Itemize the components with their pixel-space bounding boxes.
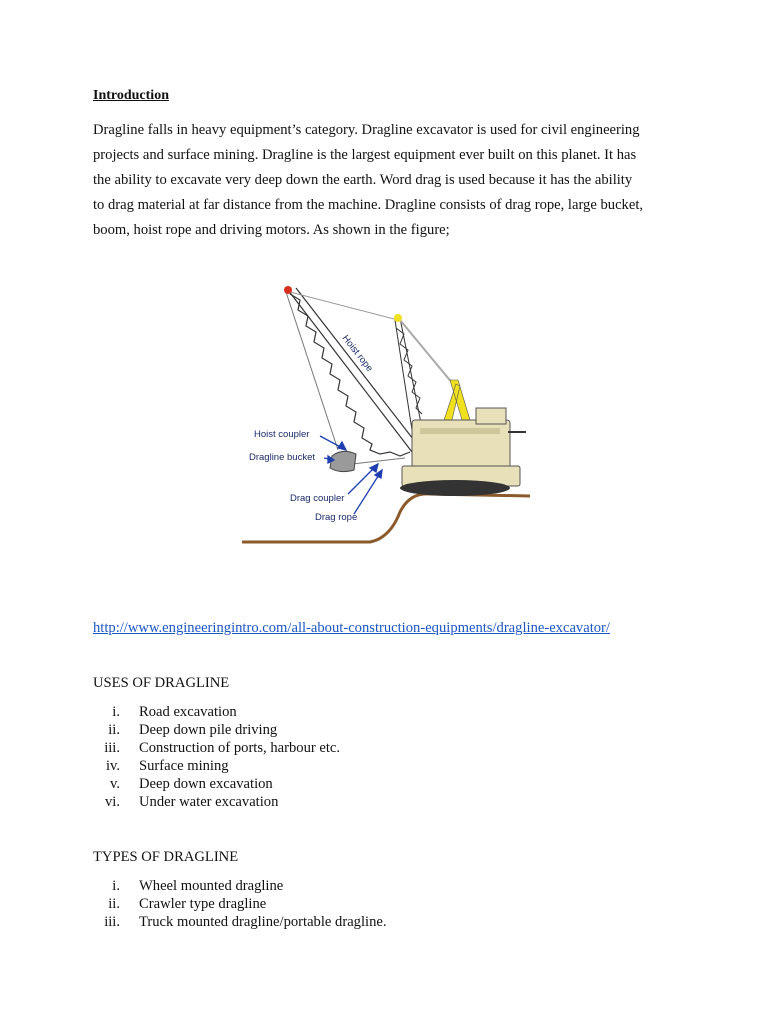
list-text: Truck mounted dragline/portable dragline.: [139, 914, 387, 930]
list-text: Construction of ports, harbour etc.: [139, 740, 341, 756]
list-text: Deep down pile driving: [139, 722, 278, 738]
list-number: iii.: [104, 740, 120, 756]
list-number: iv.: [105, 758, 120, 774]
dragline-diagram: [230, 280, 540, 550]
list-text: Deep down excavation: [139, 776, 273, 792]
window-strip: [420, 428, 500, 434]
list-text: Under water excavation: [139, 794, 279, 810]
list-number: ii.: [108, 896, 120, 912]
support-rope: [400, 320, 458, 390]
intro-line: Dragline falls in heavy equipment’s category. Dragline excavator is used for civil engineering: [93, 122, 640, 138]
tub-base: [400, 480, 510, 496]
list-number: vi.: [105, 794, 120, 810]
list-text: Surface mining: [139, 758, 229, 774]
types-title: TYPES OF DRAGLINE: [93, 849, 239, 865]
list-number: i.: [112, 878, 120, 894]
label-dragline-bucket: Dragline bucket: [249, 452, 316, 463]
list-number: ii.: [108, 722, 120, 738]
list-text: Wheel mounted dragline: [139, 878, 284, 894]
intro-line: to drag material at far distance from the machine. Dragline consists of drag rope, large bucket,: [93, 197, 644, 213]
label-hoist-coupler: Hoist coupler: [254, 429, 310, 440]
label-hoist-rope: Hoist rope: [339, 333, 375, 374]
mast-top: [394, 314, 402, 322]
label-drag-coupler: Drag coupler: [290, 493, 345, 504]
uses-title: USES OF DRAGLINE: [93, 675, 230, 691]
a-frame: [444, 380, 470, 420]
list-text: Road excavation: [139, 704, 237, 720]
support-rope: [290, 292, 398, 320]
mast: [395, 318, 422, 430]
list-number: v.: [110, 776, 120, 792]
machine-house: [412, 420, 510, 468]
intro-line: the ability to excavate very deep down the earth. Word drag is used because it has the ability: [93, 172, 633, 188]
intro-line: boom, hoist rope and driving motors. As shown in the figure;: [93, 222, 450, 238]
machine-cab: [476, 408, 506, 424]
list-number: iii.: [104, 914, 120, 930]
list-text: Crawler type dragline: [139, 896, 267, 912]
source-link[interactable]: http://www.engineeringintro.com/all-about-construction-equipments/dragline-excavator/: [93, 620, 610, 636]
ground-line: [242, 494, 530, 542]
boom-tip: [284, 286, 292, 294]
intro-paragraph: [93, 118, 683, 243]
intro-line: projects and surface mining. Dragline is the largest equipment ever built on this planet. It has: [93, 147, 637, 163]
dragline-bucket-shape: [330, 451, 356, 471]
list-number: i.: [112, 704, 120, 720]
section-heading-introduction: Introduction: [93, 88, 169, 103]
label-drag-rope: Drag rope: [315, 512, 358, 523]
